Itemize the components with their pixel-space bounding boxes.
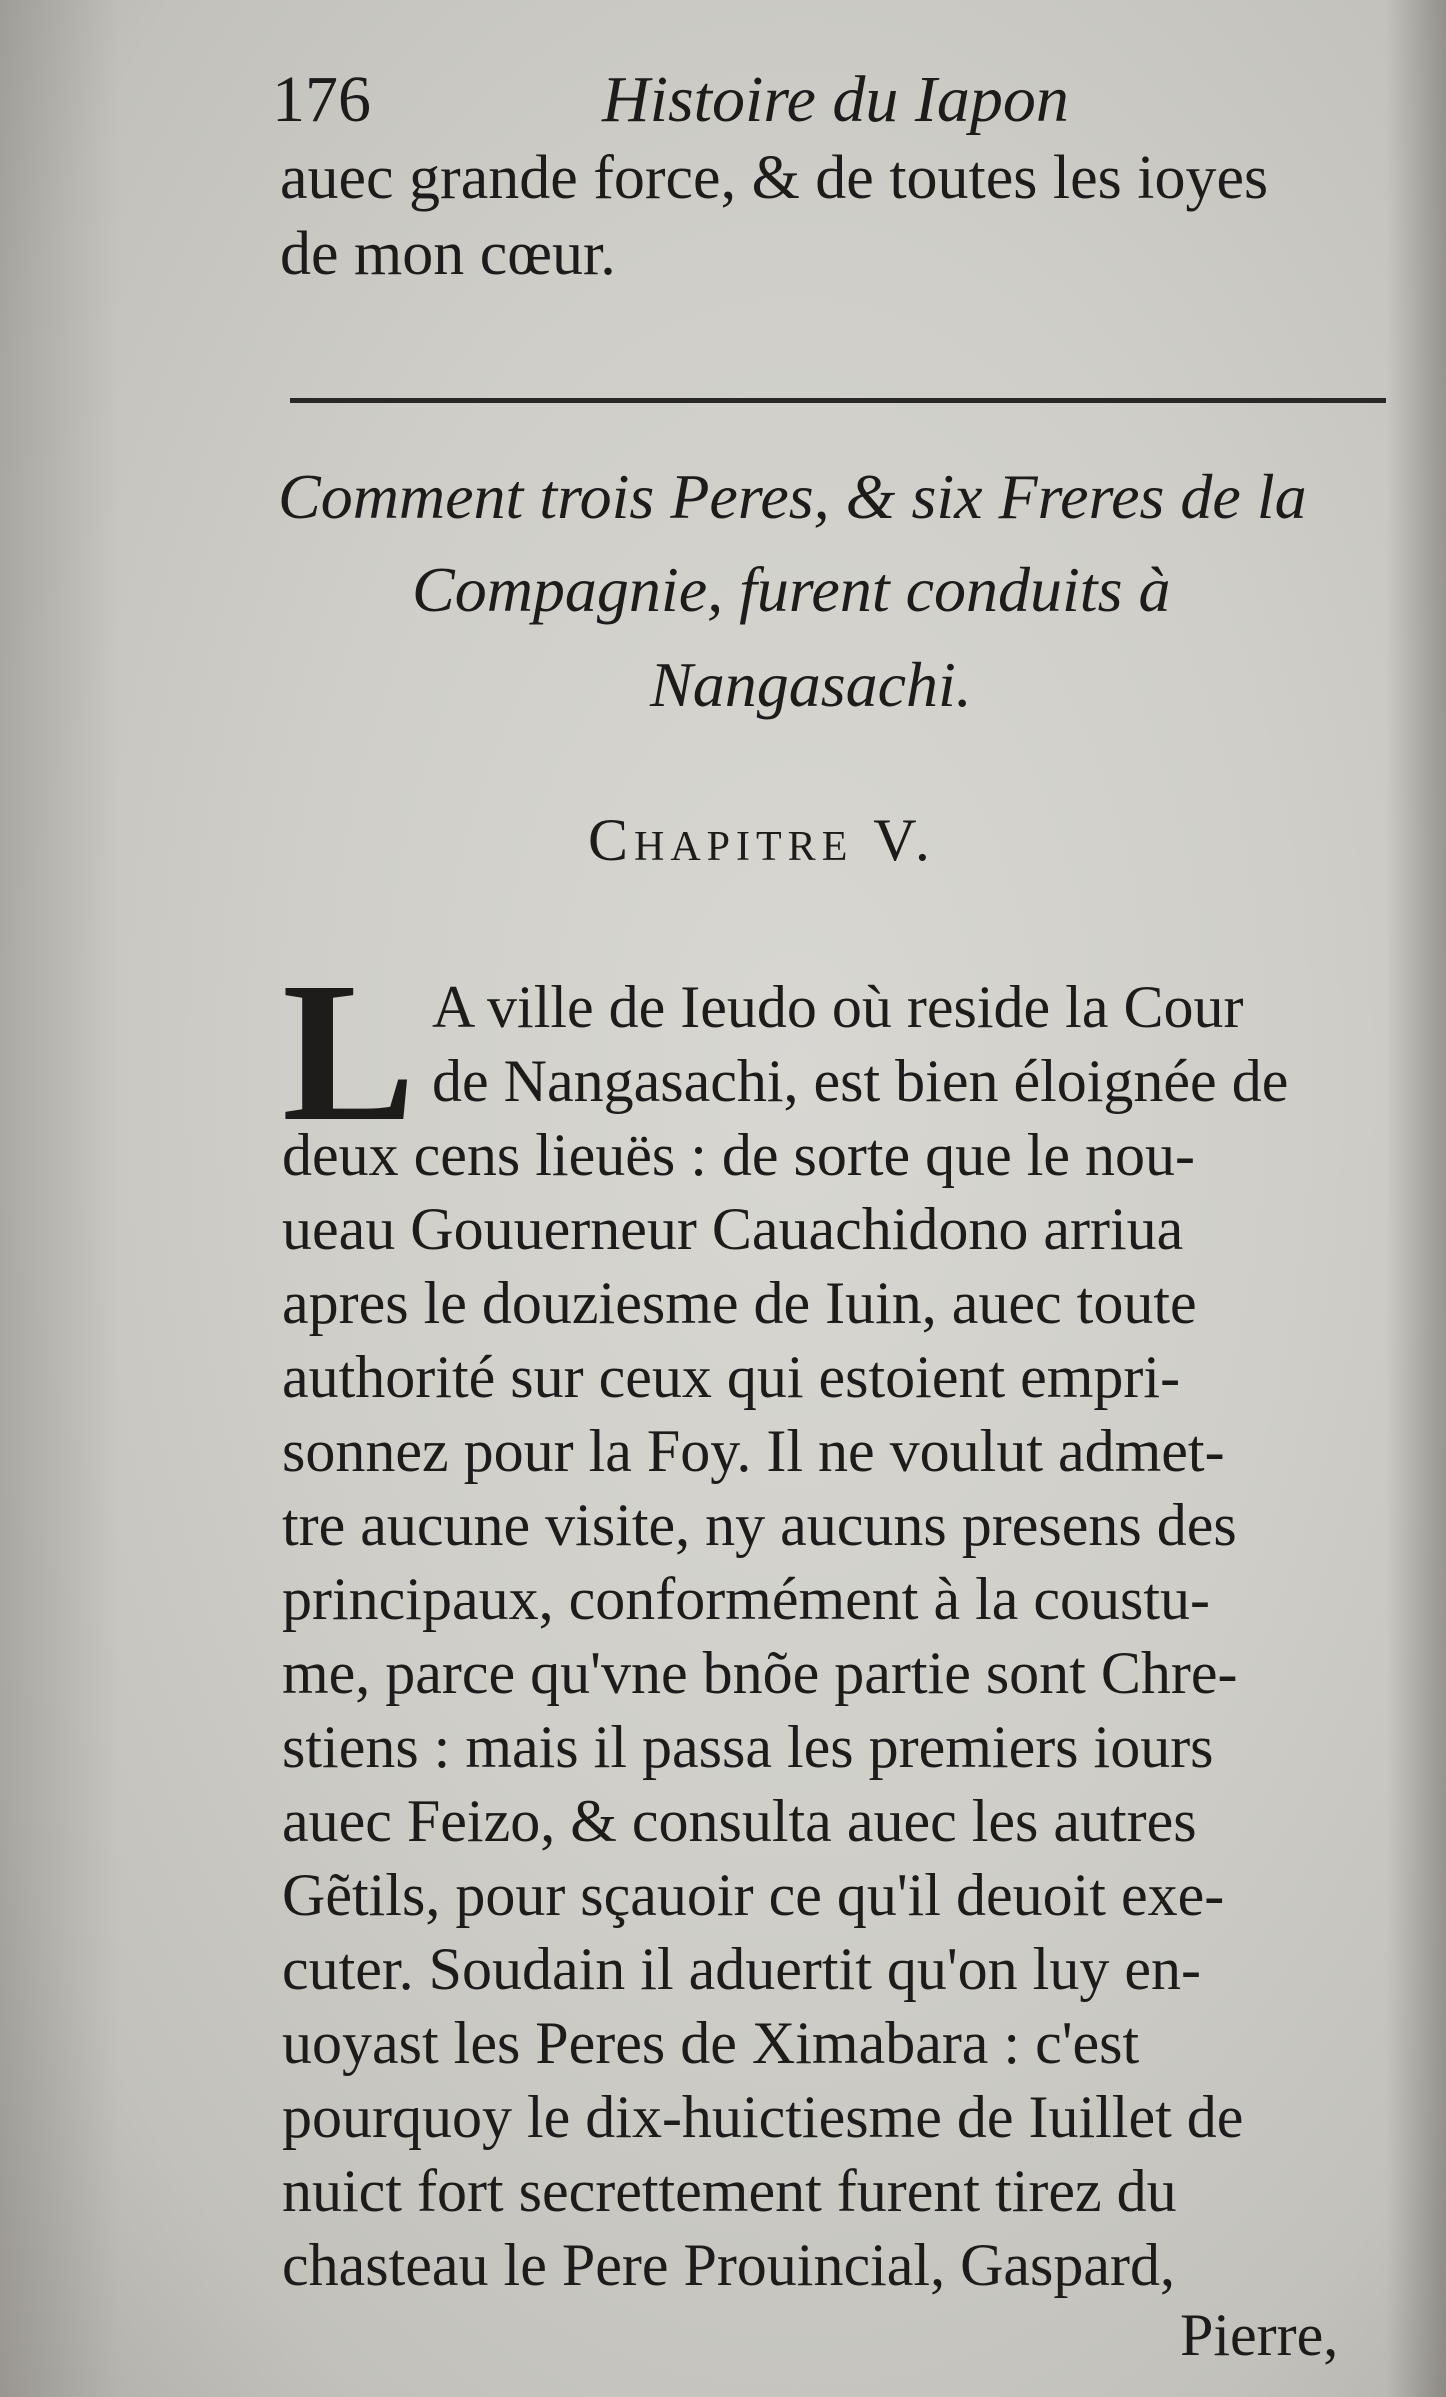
chapter-title-line: Compagnie, furent conduits à (412, 554, 1171, 625)
body-line: me, parce qu'vne bnõe partie sont Chre- (282, 1640, 1238, 1706)
body-line: stiens : mais il passa les premiers iours (282, 1714, 1214, 1780)
body-line: A ville de Ieudo où reside la Cour (432, 974, 1244, 1040)
body-line: sonnez pour la Foy. Il ne voulut admet- (282, 1418, 1225, 1484)
continuation-line: auec grande force, & de toutes les ioyes (280, 144, 1269, 212)
catchword: Pierre, (1180, 2302, 1339, 2368)
body-line: ueau Gouuerneur Cauachidono arriua (282, 1196, 1184, 1262)
body-line: chasteau le Pere Prouincial, Gaspard, (282, 2232, 1175, 2298)
chapter-title-line: Comment trois Peres, & six Freres de la (278, 461, 1307, 532)
body-line: pourquoy le dix-huictiesme de Iuillet de (282, 2084, 1244, 2150)
page-edge-shadow-left (0, 0, 120, 2397)
body-line: deux cens lieuës : de sorte que le nou- (282, 1122, 1196, 1188)
body-line: cuter. Soudain il aduertit qu'on luy en- (282, 1936, 1201, 2002)
body-line: authorité sur ceux qui estoient empri- (282, 1344, 1181, 1410)
page-header (272, 55, 1402, 145)
drop-cap: L (282, 942, 416, 1163)
section-rule (290, 398, 1386, 403)
body-line: auec Feizo, & consulta auec les autres (282, 1788, 1197, 1854)
page-number: 176 (272, 63, 371, 136)
running-head: Histoire du Iapon (602, 63, 1069, 136)
chapter-label: Chapitre V. (588, 807, 936, 873)
body-line: apres le douziesme de Iuin, auec toute (282, 1270, 1197, 1336)
body-line: nuict fort secrettement furent tirez du (282, 2158, 1177, 2224)
body-line: uoyast les Peres de Ximabara : c'est (282, 2010, 1140, 2076)
chapter-title-line: Nangasachi. (650, 649, 972, 720)
page-edge-shadow-right (1386, 0, 1446, 2397)
body-line: tre aucune visite, ny aucuns presens des (282, 1492, 1237, 1558)
body-line: principaux, conformément à la coustu- (282, 1566, 1211, 1632)
continuation-line: de mon cœur. (280, 220, 616, 288)
body-line: Gẽtils, pour sçauoir ce qu'il deuoit exe- (282, 1862, 1225, 1928)
body-line: de Nangasachi, est bien éloignée de (432, 1048, 1289, 1114)
